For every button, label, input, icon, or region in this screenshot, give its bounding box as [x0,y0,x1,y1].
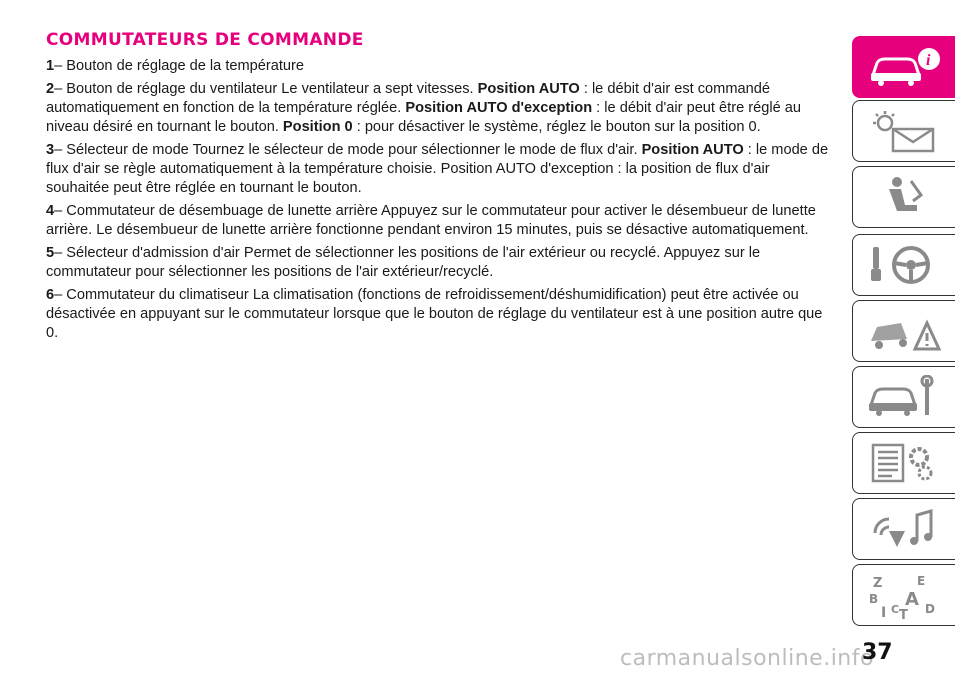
list-item [46,80,836,137]
list-item [46,141,836,198]
svg-text:Z: Z [873,576,883,591]
item-text: – Bouton de réglage du ventilateur Le ventilateur a sept vitesses. [54,81,478,97]
item-text: : le débit d'air est commandé automatiquement en fonction de la température réglée. [46,81,770,116]
chapter-tab[interactable] [852,166,955,228]
svg-text:D: D [925,602,935,616]
item-number: 5 [46,245,55,261]
chapter-tab[interactable] [852,432,955,494]
item-number: 1 [46,58,55,74]
item-text: : pour désactiver le système, réglez le bouton sur la position 0. [352,119,761,135]
item-number: 2 [46,81,55,97]
item-bold-text: Position 0 [282,119,353,135]
svg-text:C: C [891,603,900,616]
svg-text:B: B [869,592,879,606]
item-text: : le débit d'air peut être réglé au niveau désiré en tournant le bouton. [46,100,801,135]
list-item [46,244,836,282]
item-text: – Commutateur de désembuage de lunette arrière Appuyez sur le commutateur pour activer le désembueur de lunette arrière. Le désembueur de lunette arrière fonctionne pendant environ 15 minutes, puis se désactive automatiquement. [46,203,816,238]
chapter-tab[interactable] [852,36,955,98]
svg-text:i: i [926,52,931,69]
svg-text:T: T [899,608,908,619]
item-number: 4 [46,203,55,219]
svg-text:I: I [881,605,887,619]
item-text: – Commutateur du climatiseur La climatisation (fonctions de refroidissement/déshumidification) peut être activée ou désactivée en appuyant sur le commutateur lorsque que le bouton de réglage du ventilateur est à une position autre que 0. [46,287,823,341]
item-text: – Sélecteur de mode Tournez le sélecteur de mode pour sélectionner le mode de flux d'air. [54,142,642,158]
item-text: : le mode de flux d'air se règle automatiquement à la température choisie. Position AUTO d'exception : la position de flux d'air souhaitée peut être réglée en tournant le bouton. [46,142,829,196]
item-number: 3 [46,142,55,158]
list-item [46,57,836,76]
item-number: 6 [46,287,55,303]
chapter-tab[interactable] [852,498,955,560]
list-item [46,202,836,240]
chapter-tab[interactable] [852,234,955,296]
item-text: – Bouton de réglage de la température [54,58,305,74]
svg-text:A: A [905,589,919,610]
item-bold-text: Position AUTO [477,81,580,97]
list-item [46,286,836,343]
svg-text:E: E [917,574,926,588]
document-content [46,30,836,347]
item-bold-text: Position AUTO [641,142,744,158]
section-heading: COMMUTATEURS DE COMMANDE [46,30,364,50]
page-number: 37 [862,640,893,665]
chapter-tab[interactable] [852,564,955,626]
chapter-tab[interactable] [852,100,955,162]
item-text: – Sélecteur d'admission d'air Permet de sélectionner les positions de l'air extérieur ou recyclé. Appuyez sur le commutateur pour sélectionner les positions de l'air extérieur/recyclé. [46,245,761,280]
chapter-tab[interactable] [852,300,955,362]
chapter-tab[interactable] [852,366,955,428]
item-list [46,57,836,343]
item-bold-text: Position AUTO d'exception [405,100,593,116]
watermark: carmanualsonline.info [620,646,874,671]
